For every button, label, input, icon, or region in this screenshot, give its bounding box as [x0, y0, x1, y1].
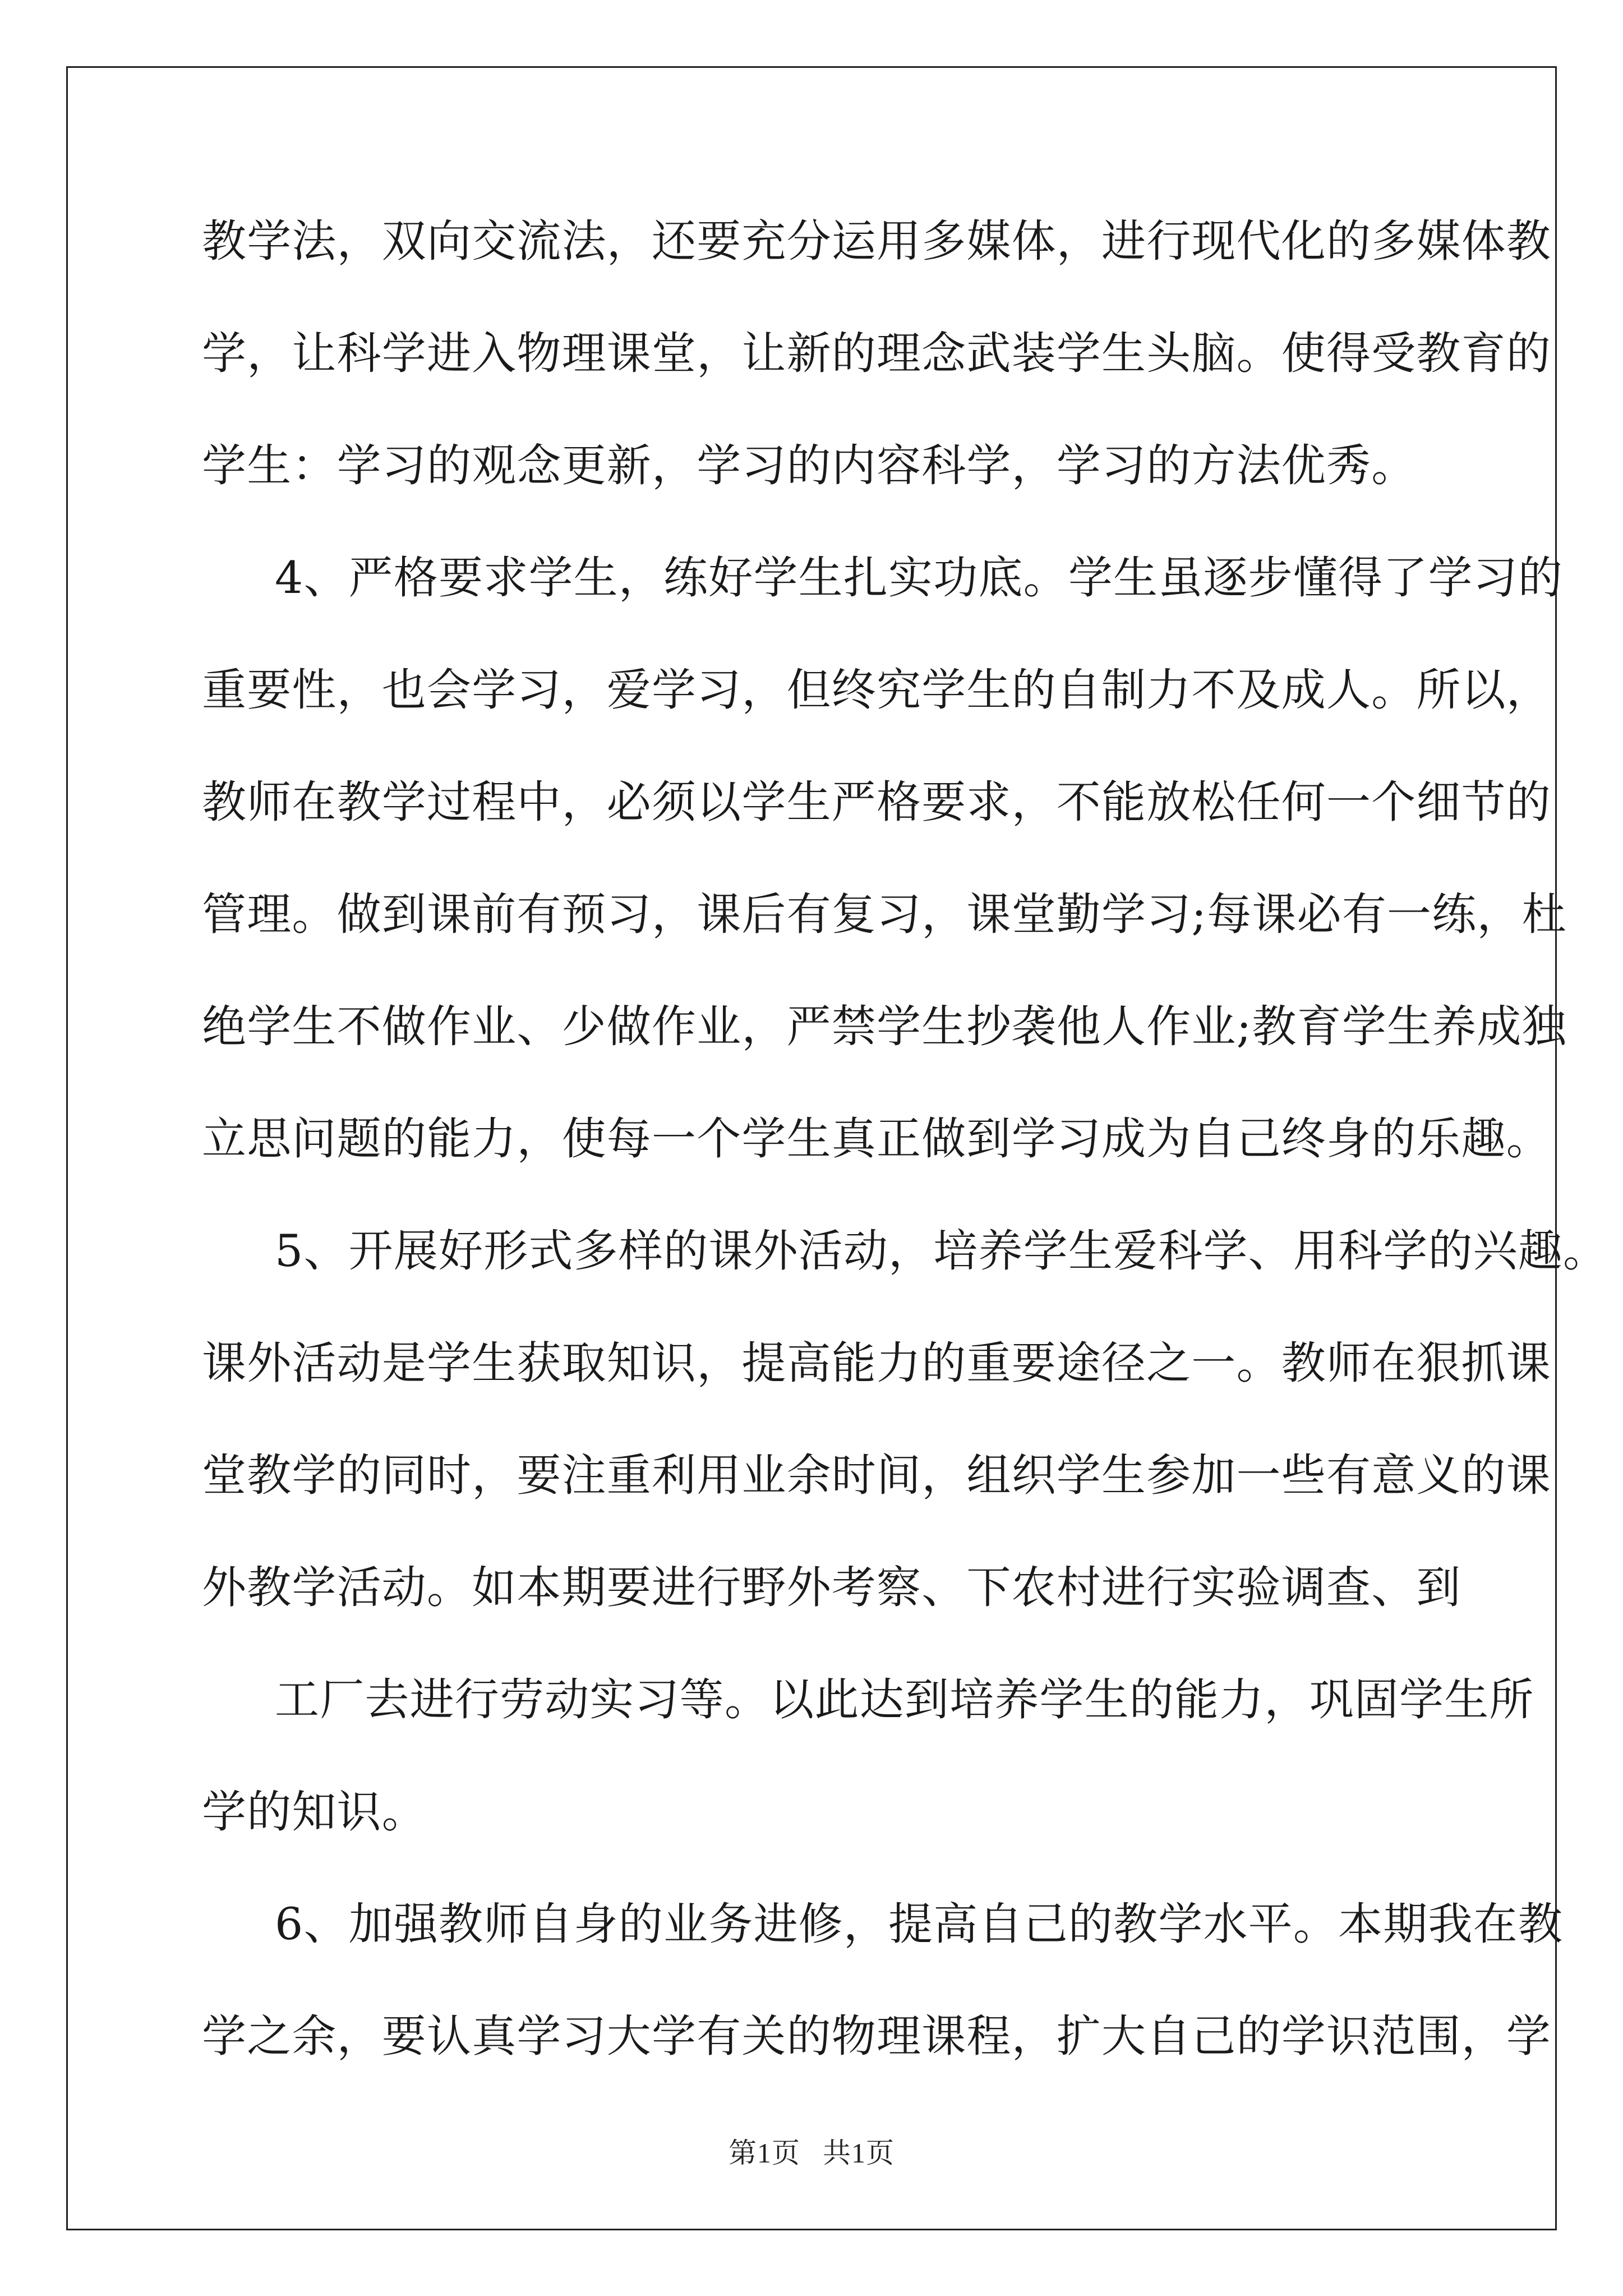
- text-line: 重要性，也会学习，爱学习，但终究学生的自制力不及成人。所以，: [202, 664, 1551, 716]
- page-number-current: 第1页: [728, 2137, 800, 2169]
- text-line: 学，让科学进入物理课堂，让新的理念武装学生头脑。使得受教育的: [202, 328, 1551, 379]
- text-line: 外教学活动。如本期要进行野外考察、下农村进行实验调查、到: [202, 1562, 1461, 1613]
- paragraph-5-first-line: 5、开展好形式多样的课外活动，培养学生爱科学、用科学的兴趣。: [275, 1225, 1608, 1277]
- page-footer: [0, 2136, 1623, 2170]
- text-line: 教师在教学过程中，必须以学生严格要求，不能放松任何一个细节的: [202, 776, 1551, 828]
- paragraph-6-first-line: 6、加强教师自身的业务进修，提高自己的教学水平。本期我在教: [275, 1898, 1564, 1950]
- text-line-continued: 工厂去进行劳动实习等。以此达到培养学生的能力，巩固学生所: [275, 1674, 1534, 1726]
- text-line: 管理。做到课前有预习，课后有复习，课堂勤学习;每课必有一练，杜: [202, 889, 1567, 940]
- text-line: 教学法，双向交流法，还要充分运用多媒体，进行现代化的多媒体教: [202, 215, 1551, 267]
- text-line: 学之余，要认真学习大学有关的物理课程，扩大自己的学识范围，学: [202, 2010, 1551, 2062]
- text-line: 课外活动是学生获取知识，提高能力的重要途径之一。教师在狠抓课: [202, 1337, 1551, 1389]
- text-line: 学的知识。: [202, 1786, 427, 1838]
- paragraph-4-first-line: 4、严格要求学生，练好学生扎实功底。学生虽逐步懂得了学习的: [275, 552, 1564, 604]
- text-line: 堂教学的同时，要注重利用业余时间，组织学生参加一些有意义的课: [202, 1450, 1551, 1501]
- text-line: 绝学生不做作业、少做作业，严禁学生抄袭他人作业;教育学生养成独: [202, 1001, 1567, 1052]
- text-line: 学生：学习的观念更新，学习的内容科学，学习的方法优秀。: [202, 440, 1417, 491]
- page-number-total: 共1页: [823, 2137, 895, 2169]
- text-line: 立思问题的能力，使每一个学生真正做到学习成为自己终身的乐趣。: [202, 1113, 1551, 1165]
